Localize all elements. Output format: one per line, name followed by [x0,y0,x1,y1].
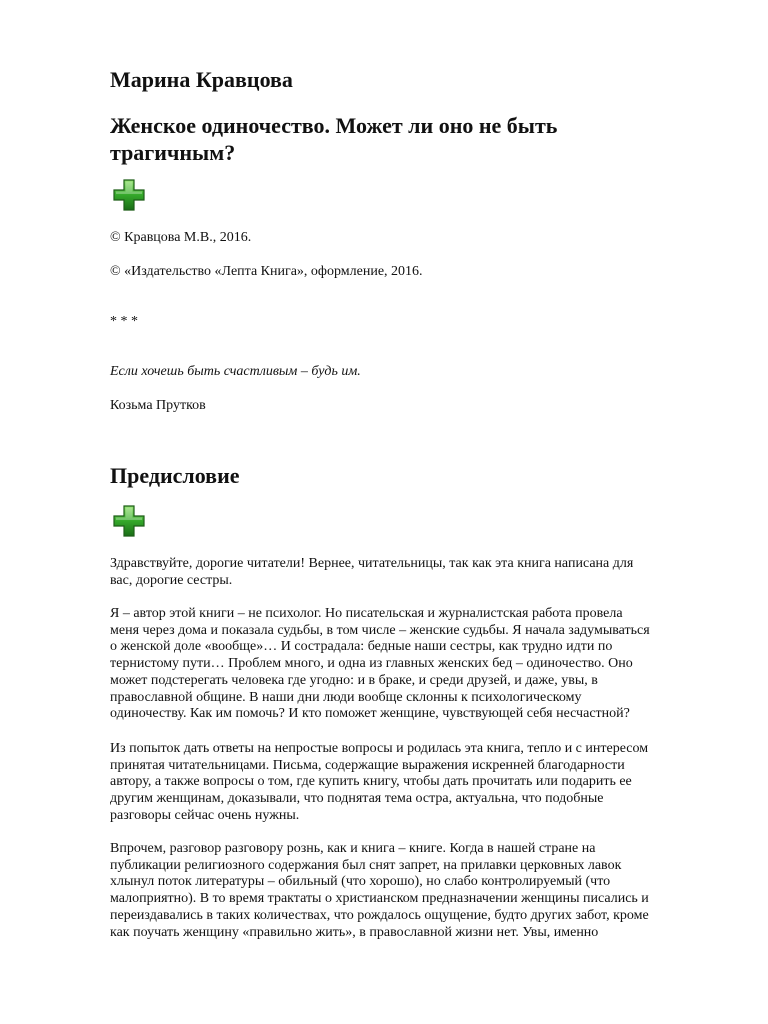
paragraph-line: православной общине. В наши дни люди вообще склонны к психологическому [110,689,582,705]
copyright-author: © Кравцова М.В., 2016. [110,230,252,245]
paragraph-line: одиночеству. Как им помочь? И кто поможет женщине, чувствующей себя несчастной? [110,706,630,722]
paragraph-line: автору, а также вопросы о том, где купить книгу, чтобы дать прочитать или подарить ее [110,774,632,790]
paragraph-line: Впрочем, разговор разговору рознь, как и книга – книге. Когда в нашей стране на [110,841,596,856]
paragraph-line: публикации религиозного содержания был снят запрет, на прилавки церковных лавок [110,857,622,873]
plus-icon[interactable] [112,504,146,538]
paragraph [110,556,722,589]
preface-heading: Предисловие [110,463,240,488]
paragraph-line: Из попыток дать ответы на непростые вопросы и родилась эта книга, тепло и с интересом [110,741,649,756]
paragraph-line: меня через дома и показала судьбы, в том числе – женские судьбы. Я начала задумываться [110,622,650,638]
paragraph-line: как поучать женщину «правильно жить», в православной жизни нет. Увы, именно [110,924,599,940]
paragraph-line: вас, дорогие сестры. [110,572,233,588]
paragraph [110,841,722,941]
paragraph-line: другим женщинам, доказывали, что поднятая тема остра, актуальна, что подобные [110,791,604,807]
paragraph-line: разговоры сейчас очень нужны. [110,807,300,823]
book-title: Женское одиночество. Может ли оно не быть трагичным? [110,113,558,165]
paragraph-line: Здравствуйте, дорогие читатели! Вернее, читательницы, так как эта книга написана для [110,556,634,571]
epigraph: Если хочешь быть счастливым – будь им. [110,364,361,379]
paragraph-line: о женской доле «вообще»… И сострадала: бедные наши сестры, как трудно идти по [110,639,613,655]
separator: * * * [110,314,138,329]
paragraph [110,741,722,825]
paragraph [110,606,722,723]
paragraph-line: переиздавались в таких количествах, что рождалось ощущение, будто других забот, кроме [110,907,649,923]
paragraph-line: тернистому пути… Проблем много, и одна из главных женских бед – одиночество. Оно [110,656,633,672]
plus-icon[interactable] [112,178,146,212]
copyright-publisher: © «Издательство «Лепта Книга», оформление, 2016. [110,264,423,279]
epigraph-author: Козьма Прутков [110,398,206,413]
paragraph-line: Я – автор этой книги – не психолог. Но писательская и журналистская работа провела [110,606,623,621]
author-name: Марина Кравцова [110,67,293,92]
paragraph-line: хлынул поток литературы – обильный (что хорошо), но слабо контролируемый (что [110,874,611,890]
paragraph-line: малоприятно). В то время трактаты о христианском предназначении женщины писались и [110,891,649,907]
paragraph-line: может подстерегать человека где угодно: и в браке, и среди друзей, и даже, увы, в [110,672,598,688]
paragraph-line: принятая читательницами. Письма, содержащие выражения искренней благодарности [110,757,625,773]
